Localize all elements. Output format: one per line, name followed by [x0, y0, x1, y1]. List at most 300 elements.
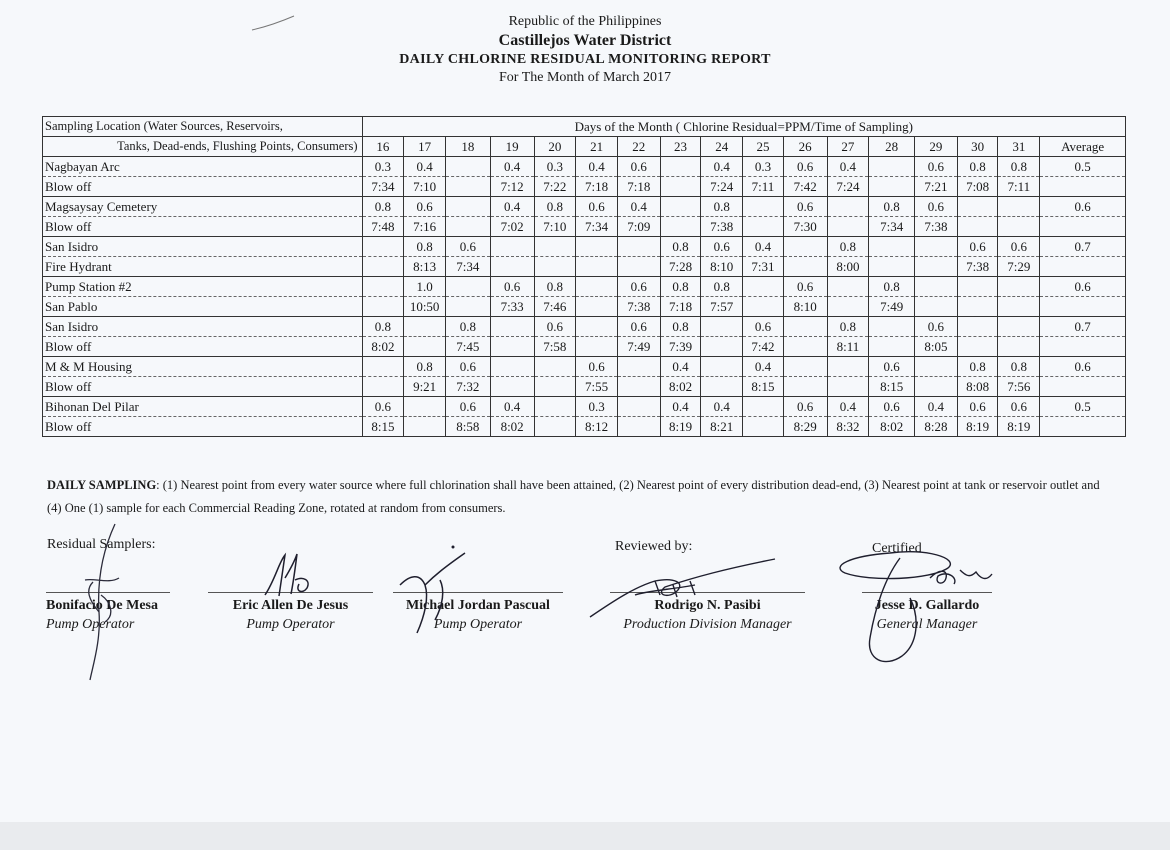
- time-cell: [957, 217, 998, 237]
- time-cell: 8:15: [743, 377, 784, 397]
- ppm-cell: [743, 277, 784, 297]
- ppm-cell: [362, 237, 404, 257]
- signatory-name: Bonifacio De Mesa: [46, 598, 158, 613]
- time-cell: [915, 377, 958, 397]
- signatory-role: General Manager: [876, 617, 978, 632]
- time-cell: 7:33: [490, 297, 534, 317]
- ppm-cell: 0.6: [617, 157, 660, 177]
- time-cell: 7:22: [534, 177, 576, 197]
- ppm-cell: [869, 317, 915, 337]
- ppm-cell: 0.4: [701, 157, 743, 177]
- handwritten-signature-5: [830, 548, 1010, 673]
- daily-sampling-note: [47, 474, 1107, 520]
- ppm-cell: 0.8: [701, 277, 743, 297]
- day-header-31: 31: [998, 137, 1040, 157]
- time-cell: 7:48: [362, 217, 404, 237]
- ppm-cell: 0.8: [957, 357, 998, 377]
- ppm-cell: 0.6: [783, 157, 827, 177]
- signatory-role: Pump Operator: [46, 617, 135, 632]
- time-cell: [957, 297, 998, 317]
- time-cell: 7:57: [701, 297, 743, 317]
- ppm-cell: [445, 157, 490, 177]
- time-cell: 7:38: [617, 297, 660, 317]
- time-cell: 7:10: [404, 177, 446, 197]
- time-cell: [362, 297, 404, 317]
- ppm-cell: 0.8: [404, 237, 446, 257]
- time-cell: 7:38: [701, 217, 743, 237]
- signatory-name: Eric Allen De Jesus: [232, 598, 349, 613]
- time-cell: [915, 257, 958, 277]
- ppm-cell: [534, 357, 576, 377]
- time-cell: [490, 337, 534, 357]
- average-cell: [1040, 337, 1126, 357]
- time-cell: [915, 297, 958, 317]
- ppm-cell: 0.8: [827, 317, 869, 337]
- time-cell: [869, 337, 915, 357]
- ppm-cell: 0.8: [998, 357, 1040, 377]
- time-cell: 8:13: [404, 257, 446, 277]
- ppm-cell: [404, 317, 446, 337]
- day-header-30: 30: [957, 137, 998, 157]
- time-cell: 8:10: [783, 297, 827, 317]
- day-header-24: 24: [701, 137, 743, 157]
- time-cell: [660, 177, 701, 197]
- table-row: [43, 337, 1126, 357]
- time-cell: 8:19: [998, 417, 1040, 437]
- republic-line: Republic of the Philippines: [508, 14, 662, 29]
- time-cell: [362, 377, 404, 397]
- day-header-20: 20: [534, 137, 576, 157]
- ppm-cell: [490, 317, 534, 337]
- time-cell: 8:02: [869, 417, 915, 437]
- average-cell: 0.7: [1040, 317, 1126, 337]
- day-header-22: 22: [617, 137, 660, 157]
- ppm-cell: 0.8: [445, 317, 490, 337]
- time-cell: 7:18: [576, 177, 618, 197]
- average-cell: 0.5: [1040, 397, 1126, 417]
- ppm-cell: 0.4: [743, 357, 784, 377]
- time-cell: 7:34: [445, 257, 490, 277]
- signatory-role: Pump Operator: [433, 617, 523, 632]
- day-header-27: 27: [827, 137, 869, 157]
- time-cell: 7:18: [660, 297, 701, 317]
- average-cell: [1040, 257, 1126, 277]
- time-cell: 8:08: [957, 377, 998, 397]
- reviewed-label: Reviewed by:: [615, 539, 693, 554]
- average-cell: [1040, 297, 1126, 317]
- report-period: For The Month of March 2017: [499, 70, 671, 85]
- average-cell: [1040, 177, 1126, 197]
- time-cell: 8:02: [362, 337, 404, 357]
- ppm-cell: 0.6: [957, 237, 998, 257]
- day-header-19: 19: [490, 137, 534, 157]
- time-cell: 7:49: [617, 337, 660, 357]
- day-header-26: 26: [783, 137, 827, 157]
- ppm-cell: [534, 397, 576, 417]
- ppm-cell: [617, 357, 660, 377]
- ppm-cell: 0.4: [490, 397, 534, 417]
- time-cell: [957, 337, 998, 357]
- time-cell: 8:15: [869, 377, 915, 397]
- time-cell: [490, 377, 534, 397]
- ppm-cell: 0.8: [404, 357, 446, 377]
- ppm-cell: [660, 197, 701, 217]
- signatory-name: Jesse D. Gallardo: [874, 598, 980, 613]
- time-cell: [617, 377, 660, 397]
- ppm-cell: 0.6: [869, 397, 915, 417]
- ppm-cell: 0.6: [783, 397, 827, 417]
- ppm-cell: [404, 397, 446, 417]
- time-cell: 7:16: [404, 217, 446, 237]
- ppm-cell: 0.4: [490, 157, 534, 177]
- ppm-cell: [576, 317, 618, 337]
- table-row: [43, 197, 1126, 217]
- signatory-role: Pump Operator: [246, 617, 335, 632]
- time-cell: 7:46: [534, 297, 576, 317]
- time-cell: [576, 337, 618, 357]
- time-cell: [701, 337, 743, 357]
- handwritten-signature-2: [255, 550, 325, 605]
- time-cell: 8:11: [827, 337, 869, 357]
- time-cell: 8:21: [701, 417, 743, 437]
- ppm-cell: 0.4: [915, 397, 958, 417]
- table-row: [43, 177, 1126, 197]
- day-header-28: 28: [869, 137, 915, 157]
- time-cell: 8:10: [701, 257, 743, 277]
- time-cell: 8:19: [957, 417, 998, 437]
- ppm-cell: 1.0: [404, 277, 446, 297]
- table-row: [43, 277, 1126, 297]
- average-cell: 0.6: [1040, 357, 1126, 377]
- table-row: [43, 237, 1126, 257]
- location-point: Blow off: [43, 217, 363, 237]
- average-cell: [1040, 377, 1126, 397]
- time-cell: [576, 257, 618, 277]
- time-cell: 7:38: [957, 257, 998, 277]
- time-cell: [404, 417, 446, 437]
- time-cell: [534, 417, 576, 437]
- ppm-cell: 0.6: [445, 397, 490, 417]
- time-cell: 8:00: [827, 257, 869, 277]
- time-cell: 7:56: [998, 377, 1040, 397]
- time-cell: 7:34: [869, 217, 915, 237]
- ppm-cell: [445, 197, 490, 217]
- signatory-name: Michael Jordan Pascual: [406, 598, 550, 613]
- ppm-cell: [490, 237, 534, 257]
- time-cell: 8:02: [660, 377, 701, 397]
- time-cell: [827, 297, 869, 317]
- ppm-cell: [957, 277, 998, 297]
- ppm-cell: 0.6: [617, 317, 660, 337]
- average-cell: 0.5: [1040, 157, 1126, 177]
- time-cell: 7:28: [660, 257, 701, 277]
- location-name: M & M Housing: [43, 357, 363, 377]
- location-point: San Pablo: [43, 297, 363, 317]
- ppm-cell: 0.4: [490, 197, 534, 217]
- time-cell: 7:42: [783, 177, 827, 197]
- ppm-cell: [576, 237, 618, 257]
- time-cell: 7:32: [445, 377, 490, 397]
- time-cell: [743, 297, 784, 317]
- ppm-cell: 0.3: [576, 397, 618, 417]
- time-cell: 7:29: [998, 257, 1040, 277]
- ppm-cell: 0.6: [701, 237, 743, 257]
- samplers-label: Residual Samplers:: [47, 537, 156, 552]
- ppm-cell: 0.6: [490, 277, 534, 297]
- ppm-cell: 0.4: [576, 157, 618, 177]
- ppm-cell: [827, 197, 869, 217]
- ppm-cell: [869, 237, 915, 257]
- time-cell: [783, 257, 827, 277]
- time-cell: [576, 297, 618, 317]
- location-point: Blow off: [43, 417, 363, 437]
- ppm-cell: [743, 397, 784, 417]
- time-cell: 7:31: [743, 257, 784, 277]
- ppm-cell: [362, 277, 404, 297]
- location-name: Magsaysay Cemetery: [43, 197, 363, 217]
- time-cell: [445, 177, 490, 197]
- location-point: Blow off: [43, 177, 363, 197]
- ppm-cell: [827, 357, 869, 377]
- scanner-bed: [0, 822, 1170, 850]
- day-header-29: 29: [915, 137, 958, 157]
- district-name: Castillejos Water District: [498, 32, 672, 49]
- time-cell: 8:15: [362, 417, 404, 437]
- location-header-line2: Tanks, Dead-ends, Flushing Points, Consumers): [43, 137, 363, 157]
- note-lead: DAILY SAMPLING: [47, 478, 157, 492]
- time-cell: [998, 217, 1040, 237]
- time-cell: 7:39: [660, 337, 701, 357]
- ppm-cell: 0.8: [362, 317, 404, 337]
- ppm-cell: 0.4: [827, 397, 869, 417]
- ppm-cell: [660, 157, 701, 177]
- ppm-cell: [957, 197, 998, 217]
- signatory-role: Production Division Manager: [623, 617, 792, 632]
- ppm-cell: 0.8: [534, 277, 576, 297]
- table-row: [43, 157, 1126, 177]
- ppm-cell: 0.6: [998, 397, 1040, 417]
- ppm-cell: [869, 157, 915, 177]
- handwritten-signature-3: [395, 545, 485, 640]
- time-cell: 8:12: [576, 417, 618, 437]
- ppm-cell: [957, 317, 998, 337]
- handwritten-signature-4: [585, 555, 785, 625]
- time-cell: [617, 417, 660, 437]
- ppm-cell: 0.6: [534, 317, 576, 337]
- time-cell: 7:55: [576, 377, 618, 397]
- table-row: [43, 217, 1126, 237]
- location-name: Bihonan Del Pilar: [43, 397, 363, 417]
- ppm-cell: 0.8: [998, 157, 1040, 177]
- time-cell: [617, 257, 660, 277]
- time-cell: [783, 377, 827, 397]
- ppm-cell: [783, 357, 827, 377]
- ppm-cell: 0.6: [576, 197, 618, 217]
- ppm-cell: [445, 277, 490, 297]
- time-cell: 8:58: [445, 417, 490, 437]
- location-name: Nagbayan Arc: [43, 157, 363, 177]
- ppm-cell: 0.6: [576, 357, 618, 377]
- ppm-cell: [701, 357, 743, 377]
- average-cell: 0.7: [1040, 237, 1126, 257]
- location-point: Blow off: [43, 377, 363, 397]
- ppm-cell: [998, 197, 1040, 217]
- time-cell: 8:28: [915, 417, 958, 437]
- ppm-cell: 0.6: [617, 277, 660, 297]
- ppm-cell: [743, 197, 784, 217]
- location-name: San Isidro: [43, 317, 363, 337]
- day-header-21: 21: [576, 137, 618, 157]
- handwritten-signature-1: [75, 520, 135, 685]
- average-cell: [1040, 417, 1126, 437]
- ppm-cell: 0.8: [701, 197, 743, 217]
- ppm-cell: [362, 357, 404, 377]
- table-row: [43, 357, 1126, 377]
- time-cell: [534, 257, 576, 277]
- ppm-cell: 0.4: [660, 397, 701, 417]
- location-point: Fire Hydrant: [43, 257, 363, 277]
- day-header-16: 16: [362, 137, 404, 157]
- chlorine-residual-table: [42, 116, 1126, 437]
- location-point: Blow off: [43, 337, 363, 357]
- ppm-cell: 0.4: [660, 357, 701, 377]
- table-row: [43, 317, 1126, 337]
- ppm-cell: [915, 357, 958, 377]
- time-cell: [869, 177, 915, 197]
- time-cell: 7:30: [783, 217, 827, 237]
- day-header-17: 17: [404, 137, 446, 157]
- ppm-cell: 0.4: [617, 197, 660, 217]
- time-cell: 8:02: [490, 417, 534, 437]
- location-name: Pump Station #2: [43, 277, 363, 297]
- time-cell: [660, 217, 701, 237]
- time-cell: 7:24: [827, 177, 869, 197]
- note-text: : (1) Nearest point from every water source where full chlorination shall have been attained, (2) Nearest point of every distribution dead-end, (3) Nearest point at tank or reservoir outlet and (4) One (1) sample for each Commercial Reading Zone, rotated at random from consumers.: [47, 478, 1100, 515]
- time-cell: 7:08: [957, 177, 998, 197]
- average-header: Average: [1040, 137, 1126, 157]
- time-cell: [490, 257, 534, 277]
- ppm-cell: 0.4: [827, 157, 869, 177]
- ppm-cell: 0.6: [957, 397, 998, 417]
- ppm-cell: 0.6: [445, 357, 490, 377]
- time-cell: 8:32: [827, 417, 869, 437]
- time-cell: [827, 217, 869, 237]
- time-cell: 7:11: [743, 177, 784, 197]
- ppm-cell: [617, 237, 660, 257]
- time-cell: [701, 377, 743, 397]
- days-header: Days of the Month ( Chlorine Residual=PPM/Time of Sampling): [362, 117, 1125, 137]
- time-cell: [404, 337, 446, 357]
- time-cell: 9:21: [404, 377, 446, 397]
- average-cell: 0.6: [1040, 277, 1126, 297]
- ppm-cell: 0.3: [362, 157, 404, 177]
- ppm-cell: [701, 317, 743, 337]
- time-cell: [827, 377, 869, 397]
- time-cell: [743, 417, 784, 437]
- ppm-cell: [998, 317, 1040, 337]
- time-cell: 7:11: [998, 177, 1040, 197]
- ppm-cell: 0.8: [362, 197, 404, 217]
- ppm-cell: [783, 317, 827, 337]
- ppm-cell: 0.4: [743, 237, 784, 257]
- time-cell: 7:21: [915, 177, 958, 197]
- time-cell: 7:12: [490, 177, 534, 197]
- ppm-cell: 0.6: [915, 157, 958, 177]
- average-cell: [1040, 217, 1126, 237]
- ppm-cell: [617, 397, 660, 417]
- ppm-cell: 0.3: [743, 157, 784, 177]
- ppm-cell: 0.8: [660, 277, 701, 297]
- average-cell: 0.6: [1040, 197, 1126, 217]
- time-cell: 8:19: [660, 417, 701, 437]
- time-cell: [445, 217, 490, 237]
- time-cell: 7:58: [534, 337, 576, 357]
- ppm-cell: 0.8: [660, 237, 701, 257]
- ppm-cell: 0.6: [783, 197, 827, 217]
- ppm-cell: 0.6: [743, 317, 784, 337]
- time-cell: 7:09: [617, 217, 660, 237]
- ppm-cell: 0.8: [827, 237, 869, 257]
- time-cell: 7:42: [743, 337, 784, 357]
- location-header-line1: Sampling Location (Water Sources, Reservoirs,: [43, 117, 363, 137]
- ppm-cell: 0.4: [404, 157, 446, 177]
- ppm-cell: 0.6: [783, 277, 827, 297]
- time-cell: 10:50: [404, 297, 446, 317]
- location-name: San Isidro: [43, 237, 363, 257]
- time-cell: 7:18: [617, 177, 660, 197]
- time-cell: [869, 257, 915, 277]
- ppm-cell: 0.8: [869, 277, 915, 297]
- ppm-cell: 0.8: [660, 317, 701, 337]
- time-cell: [743, 217, 784, 237]
- ppm-cell: 0.8: [869, 197, 915, 217]
- ppm-cell: [915, 277, 958, 297]
- day-header-25: 25: [743, 137, 784, 157]
- ppm-cell: 0.3: [534, 157, 576, 177]
- day-header-23: 23: [660, 137, 701, 157]
- ppm-cell: [783, 237, 827, 257]
- certified-label: Certified: [872, 541, 922, 556]
- ppm-cell: [827, 277, 869, 297]
- day-header-18: 18: [445, 137, 490, 157]
- time-cell: [783, 337, 827, 357]
- table-row: [43, 377, 1126, 397]
- time-cell: 7:34: [362, 177, 404, 197]
- time-cell: 7:02: [490, 217, 534, 237]
- time-cell: 7:49: [869, 297, 915, 317]
- ppm-cell: [576, 277, 618, 297]
- time-cell: [362, 257, 404, 277]
- signatory-name: Rodrigo N. Pasibi: [654, 598, 761, 613]
- ppm-cell: 0.6: [362, 397, 404, 417]
- ppm-cell: [998, 277, 1040, 297]
- ppm-cell: 0.8: [957, 157, 998, 177]
- time-cell: 7:24: [701, 177, 743, 197]
- ppm-cell: 0.4: [701, 397, 743, 417]
- table-row: [43, 417, 1126, 437]
- ppm-cell: 0.6: [915, 317, 958, 337]
- ppm-cell: 0.6: [998, 237, 1040, 257]
- ppm-cell: [534, 237, 576, 257]
- table-row: [43, 297, 1126, 317]
- ppm-cell: [915, 237, 958, 257]
- time-cell: [998, 337, 1040, 357]
- table-row: [43, 397, 1126, 417]
- time-cell: [534, 377, 576, 397]
- time-cell: [998, 297, 1040, 317]
- time-cell: 7:34: [576, 217, 618, 237]
- pen-mark: [250, 12, 300, 37]
